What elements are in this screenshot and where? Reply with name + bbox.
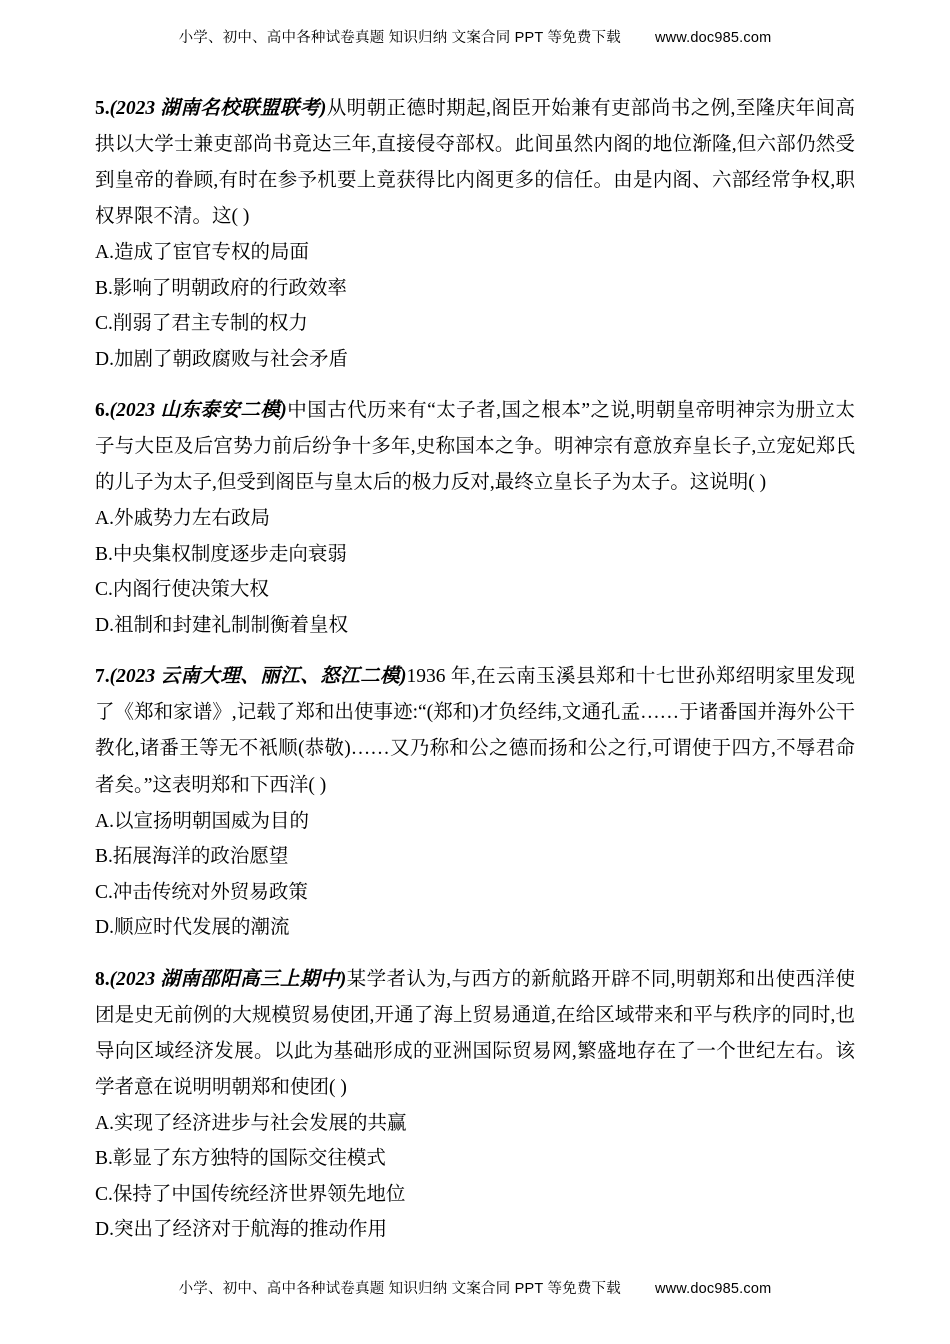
questions-container (95, 91, 855, 1248)
question-7-option-b[interactable]: B.拓展海洋的政治愿望 (95, 846, 289, 868)
question-8-option-d[interactable]: D.突出了经济对于航海的推动作用 (95, 1219, 387, 1241)
question-5-stem (95, 91, 855, 235)
question-6-option-c[interactable]: C.内阁行使决策大权 (95, 579, 269, 601)
question-8-number: 8. (95, 968, 110, 990)
question-5-option-a[interactable]: A.造成了宦官专权的局面 (95, 242, 309, 264)
question-5-text: 从明朝正德时期起,阁臣开始兼有吏部尚书之例,至隆庆年间高拱以大学士兼吏部尚书竟达三年,直接侵夺部权。此间虽然内阁的地位渐隆,但六部仍然受到皇帝的眷顾,有时在参予机要上竟获得比内阁更多的信任。由是内阁、六部经常争权,职权界限不清。这( ) (95, 98, 855, 228)
question-6 (95, 393, 855, 643)
question-5-number: 5. (95, 98, 110, 119)
question-6-option-a[interactable]: A.外戚势力左右政局 (95, 508, 270, 530)
question-8-source: (2023 湖南邵阳高三上期中) (109, 968, 347, 990)
question-7 (95, 659, 855, 945)
question-7-source: (2023 云南大理、丽江、怒江二模) (109, 666, 407, 688)
question-7-stem (95, 659, 855, 803)
question-5-option-d[interactable]: D.加剧了朝政腐败与社会矛盾 (95, 348, 348, 370)
question-7-option-c[interactable]: C.冲击传统对外贸易政策 (95, 881, 308, 903)
footer-url: www.doc985.com (654, 1281, 772, 1297)
question-6-option-d[interactable]: D.祖制和封建礼制制衡着皇权 (95, 614, 348, 636)
question-8 (95, 962, 855, 1248)
header-text: 小学、初中、高中各种试卷真题 知识归纳 文案合同 PPT 等免费下载 (178, 30, 621, 46)
question-8-stem (95, 962, 855, 1106)
question-8-option-c[interactable]: C.保持了中国传统经济世界领先地位 (95, 1183, 406, 1205)
page-header (95, 0, 855, 47)
page-footer (0, 1277, 950, 1298)
question-8-option-a[interactable]: A.实现了经济进步与社会发展的共赢 (95, 1112, 407, 1134)
question-7-option-d[interactable]: D.顺应时代发展的潮流 (95, 917, 290, 939)
question-7-option-a[interactable]: A.以宣扬明朝国威为目的 (95, 810, 309, 832)
question-7-text: 1936 年,在云南玉溪县郑和十七世孙郑绍明家里发现了《郑和家谱》,记载了郑和出使事迹:“(郑和)才负经纬,文通孔孟……于诸番国并海外公干教化,诸番王等无不衹顺(恭敬)……又乃称和公之德而扬和公之行,可谓使于四方,不辱君命者矣。”这表明郑和下西洋( ) (95, 666, 855, 796)
question-6-option-b[interactable]: B.中央集权制度逐步走向衰弱 (95, 543, 347, 565)
question-6-stem (95, 393, 855, 501)
question-5 (95, 91, 855, 377)
question-8-option-b[interactable]: B.彰显了东方独特的国际交往模式 (95, 1148, 386, 1170)
question-6-text: 中国古代历来有“太子者,国之根本”之说,明朝皇帝明神宗为册立太子与大臣及后宫势力前后纷争十多年,史称国本之争。明神宗有意放弃皇长子,立宠妃郑氏的儿子为太子,但受到阁臣与皇太后的极力反对,最终立皇长子为太子。这说明( ) (95, 400, 855, 494)
question-5-option-c[interactable]: C.削弱了君主专制的权力 (95, 313, 308, 335)
header-url: www.doc985.com (654, 30, 772, 46)
question-6-source: (2023 山东泰安二模) (109, 400, 287, 422)
question-6-number: 6. (95, 400, 110, 422)
question-5-option-b[interactable]: B.影响了明朝政府的行政效率 (95, 277, 347, 299)
question-8-text: 某学者认为,与西方的新航路开辟不同,明朝郑和出使西洋使团是史无前例的大规模贸易使团,开通了海上贸易通道,在给区域带来和平与秩序的同时,也导向区域经济发展。以此为基础形成的亚洲国际贸易网,繁盛地存在了一个世纪左右。该学者意在说明明朝郑和使团( ) (95, 968, 855, 1098)
footer-text: 小学、初中、高中各种试卷真题 知识归纳 文案合同 PPT 等免费下载 (178, 1281, 621, 1297)
question-7-number: 7. (95, 666, 110, 688)
question-5-source: (2023 湖南名校联盟联考) (109, 98, 327, 119)
